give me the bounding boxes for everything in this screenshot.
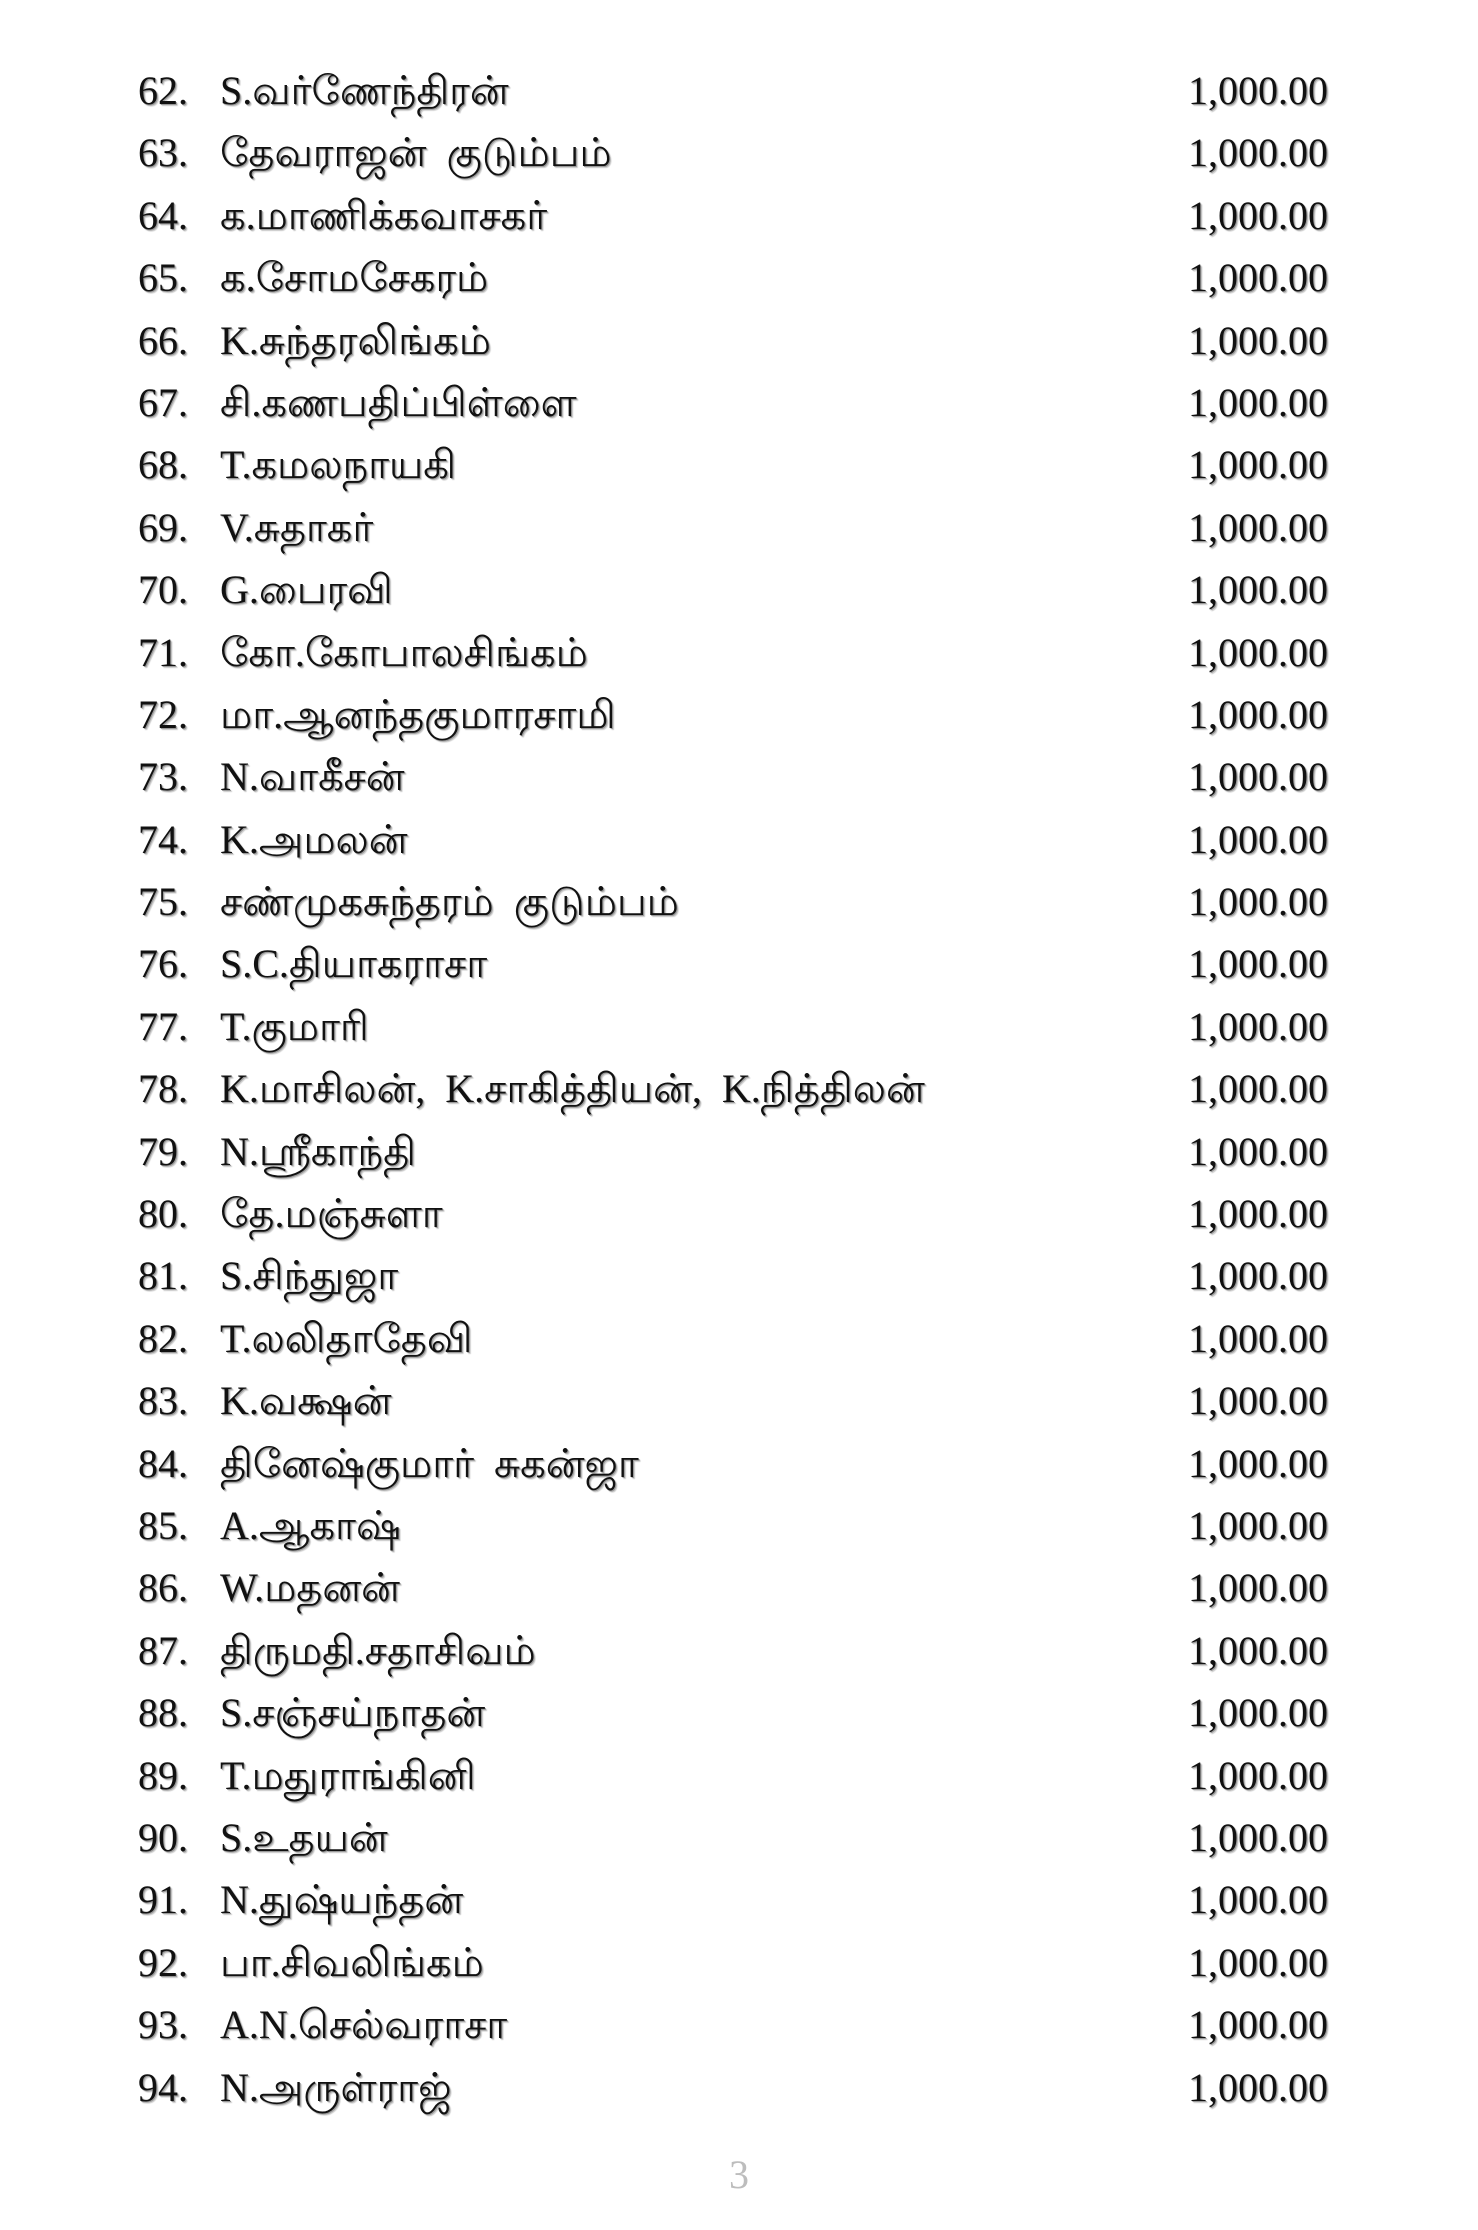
entry-number: 81.: [138, 1253, 188, 1299]
donation-amount: 1,000.00: [1188, 130, 1328, 176]
entry-number: 88.: [138, 1690, 188, 1736]
donation-amount: 1,000.00: [1188, 1877, 1328, 1923]
entry-number: 74.: [138, 816, 188, 862]
entry-number: 84.: [138, 1440, 188, 1486]
donation-amount: 1,000.00: [1188, 1814, 1328, 1860]
donor-name: S.சிந்துஜா: [220, 1253, 399, 1299]
donation-amount: 1,000.00: [1188, 1690, 1328, 1736]
entry-number: 78.: [138, 1066, 188, 1112]
entry-number: 63.: [138, 130, 188, 176]
list-item: [0, 1121, 1478, 1183]
donation-amount: 1,000.00: [1188, 1253, 1328, 1299]
donation-amount: 1,000.00: [1188, 1939, 1328, 1985]
donor-name: S.C.தியாகராசா: [220, 941, 488, 987]
donation-amount: 1,000.00: [1188, 68, 1328, 113]
entry-number: 83.: [138, 1378, 188, 1424]
donor-name: A.N.செல்வராசா: [220, 2002, 508, 2048]
list-item: [0, 1807, 1478, 1869]
entry-number: 71.: [138, 629, 188, 675]
list-item: [0, 372, 1478, 434]
donation-amount: 1,000.00: [1188, 879, 1328, 925]
list-item: [0, 2057, 1478, 2119]
list-item: [0, 1994, 1478, 2056]
list-item: [0, 1308, 1478, 1370]
donor-name: பா.சிவலிங்கம்: [220, 1939, 484, 1985]
list-item: [0, 1245, 1478, 1307]
entry-number: 66.: [138, 317, 188, 363]
entry-number: 70.: [138, 567, 188, 613]
donation-amount: 1,000.00: [1188, 1315, 1328, 1361]
donor-name: சி.கணபதிப்பிள்ளை: [220, 379, 577, 425]
donation-amount: 1,000.00: [1188, 1378, 1328, 1424]
list-item: [0, 434, 1478, 496]
list-item: [0, 1932, 1478, 1994]
list-item: [0, 1869, 1478, 1931]
donor-name: க.மாணிக்கவாசகர்: [220, 192, 548, 238]
donation-amount: 1,000.00: [1188, 255, 1328, 301]
entry-number: 89.: [138, 1752, 188, 1798]
list-item: [0, 1433, 1478, 1495]
donation-amount: 1,000.00: [1188, 1502, 1328, 1548]
donor-name: G.பைரவி: [220, 567, 393, 613]
donation-amount: 1,000.00: [1188, 442, 1328, 488]
entry-number: 64.: [138, 192, 188, 238]
donation-amount: 1,000.00: [1188, 379, 1328, 425]
donor-name: N.ஸ்ரீகாந்தி: [220, 1128, 416, 1174]
donor-name: சண்முகசுந்தரம் குடும்பம்: [220, 879, 679, 925]
list-item: [0, 1495, 1478, 1557]
donation-amount: 1,000.00: [1188, 2064, 1328, 2110]
entry-number: 73.: [138, 754, 188, 800]
list-item: [0, 247, 1478, 309]
donation-amount: 1,000.00: [1188, 1128, 1328, 1174]
entry-number: 94.: [138, 2064, 188, 2110]
entry-number: 75.: [138, 879, 188, 925]
donation-amount: 1,000.00: [1188, 504, 1328, 550]
donation-amount: 1,000.00: [1188, 941, 1328, 987]
list-item: [0, 497, 1478, 559]
donor-name: தே.மஞ்சுளா: [220, 1191, 443, 1237]
list-item: [0, 871, 1478, 933]
list-item: [0, 1557, 1478, 1619]
donor-name: K.வக்ஷன்: [220, 1378, 392, 1424]
page-number: 3: [729, 2152, 749, 2197]
donation-amount: 1,000.00: [1188, 1440, 1328, 1486]
entry-number: 91.: [138, 1877, 188, 1923]
list-item: [0, 310, 1478, 372]
donor-name: T.லலிதாதேவி: [220, 1315, 473, 1361]
list-item: [0, 559, 1478, 621]
entry-number: 80.: [138, 1191, 188, 1237]
donor-name: K.மாசிலன், K.சாகித்தியன், K.நித்திலன்: [220, 1066, 925, 1112]
donation-amount: 1,000.00: [1188, 567, 1328, 613]
donation-amount: 1,000.00: [1188, 691, 1328, 737]
donation-amount: 1,000.00: [1188, 629, 1328, 675]
donor-name: K.அமலன்: [220, 816, 408, 862]
entry-number: 65.: [138, 255, 188, 301]
entry-number: 86.: [138, 1565, 188, 1611]
donor-name: N.வாகீசன்: [220, 754, 405, 800]
donation-amount: 1,000.00: [1188, 816, 1328, 862]
list-item: [0, 746, 1478, 808]
list-item: [0, 1682, 1478, 1744]
donor-name: T.மதுராங்கினி: [220, 1752, 476, 1798]
entry-number: 82.: [138, 1315, 188, 1361]
entry-number: 68.: [138, 442, 188, 488]
entry-number: 79.: [138, 1128, 188, 1174]
list-item: [0, 1370, 1478, 1432]
donor-name: S.சஞ்சய்நாதன்: [220, 1690, 486, 1736]
donor-name: க.சோமசேகரம்: [220, 255, 489, 301]
list-item: [0, 933, 1478, 995]
donor-name: T.கமலநாயகி: [220, 442, 457, 488]
donor-name: K.சுந்தரலிங்கம்: [220, 317, 491, 363]
list-item: [0, 1183, 1478, 1245]
list-item: [0, 684, 1478, 746]
donor-name: கோ.கோபாலசிங்கம்: [220, 629, 588, 675]
entry-number: 90.: [138, 1814, 188, 1860]
list-item: [0, 122, 1478, 184]
donation-amount: 1,000.00: [1188, 317, 1328, 363]
donor-name: W.மதனன்: [220, 1565, 400, 1611]
donor-name: N.அருள்ராஜ்: [220, 2064, 452, 2110]
donation-amount: 1,000.00: [1188, 754, 1328, 800]
donor-list: [0, 60, 1478, 2119]
entry-number: 93.: [138, 2002, 188, 2048]
donation-amount: 1,000.00: [1188, 1565, 1328, 1611]
donor-name: மா.ஆனந்தகுமாரசாமி: [220, 691, 616, 737]
entry-number: 87.: [138, 1627, 188, 1673]
entry-number: 69.: [138, 504, 188, 550]
donor-name: தினேஷ்குமார் சுகன்ஜா: [220, 1440, 639, 1486]
list-item: [0, 60, 1478, 122]
donor-name: T.குமாரி: [220, 1003, 369, 1049]
donor-name: S.உதயன்: [220, 1814, 388, 1860]
list-item: [0, 1620, 1478, 1682]
list-item: [0, 622, 1478, 684]
entry-number: 62.: [138, 68, 188, 113]
entry-number: 77.: [138, 1003, 188, 1049]
donation-amount: 1,000.00: [1188, 1752, 1328, 1798]
donation-amount: 1,000.00: [1188, 192, 1328, 238]
entry-number: 76.: [138, 941, 188, 987]
donation-amount: 1,000.00: [1188, 1191, 1328, 1237]
donor-name: N.துஷ்யந்தன்: [220, 1877, 464, 1923]
donation-amount: 1,000.00: [1188, 1003, 1328, 1049]
donation-amount: 1,000.00: [1188, 1627, 1328, 1673]
list-item: [0, 185, 1478, 247]
entry-number: 92.: [138, 1939, 188, 1985]
donor-name: திருமதி.சதாசிவம்: [220, 1627, 536, 1673]
donor-name: V.சுதாகர்: [220, 504, 374, 550]
entry-number: 67.: [138, 379, 188, 425]
list-item: [0, 809, 1478, 871]
entry-number: 72.: [138, 691, 188, 737]
list-item: [0, 1745, 1478, 1807]
list-item: [0, 996, 1478, 1058]
donor-name: S.வர்ணேந்திரன்: [220, 68, 509, 113]
donor-name: தேவராஜன் குடும்பம்: [220, 130, 612, 176]
donor-name: A.ஆகாஷ்: [220, 1502, 401, 1548]
list-item: [0, 1058, 1478, 1120]
donation-amount: 1,000.00: [1188, 2002, 1328, 2048]
entry-number: 85.: [138, 1502, 188, 1548]
donation-amount: 1,000.00: [1188, 1066, 1328, 1112]
